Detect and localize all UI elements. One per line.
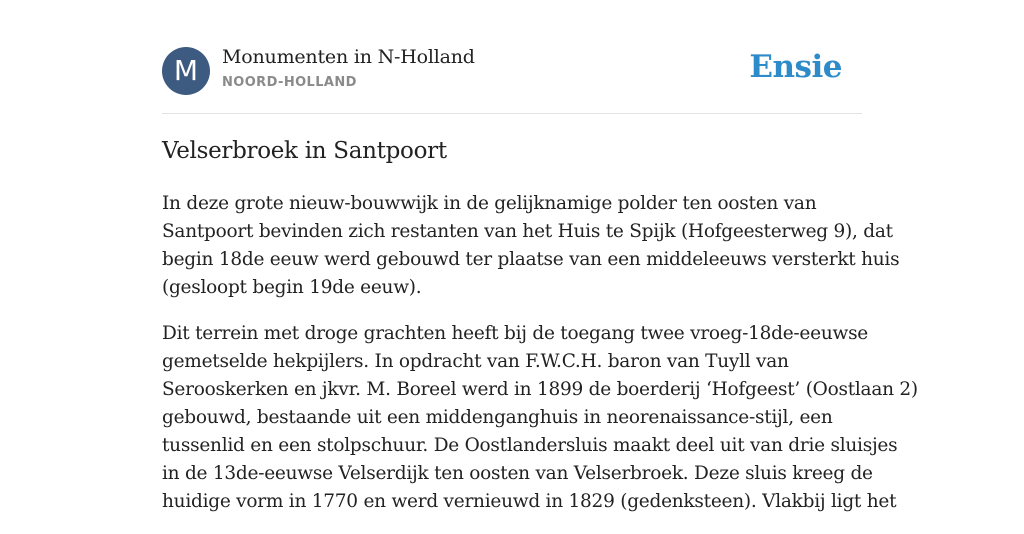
paragraph-1 [162, 190, 900, 302]
header-divider [162, 113, 862, 114]
publication-name[interactable]: Monumenten in N-Holland [222, 46, 475, 68]
text-line: Santpoort bevinden zich restanten van het Huis te Spijk (Hofgeesterweg 9), dat [162, 221, 893, 242]
text-line: begin 18de eeuw werd gebouwd ter plaatse van een middeleeuws versterkt huis [162, 249, 900, 270]
paragraph-2 [162, 320, 918, 516]
text-line: in de 13de-eeuwse Velserdijk ten oosten van Velserbroek. Deze sluis kreeg de [162, 463, 873, 484]
publication-region: NOORD-HOLLAND [222, 75, 357, 90]
article-header [162, 46, 862, 96]
text-line: In deze grote nieuw-bouwwijk in de gelijknamige polder ten oosten van [162, 193, 817, 214]
text-line: (gesloopt begin 19de eeuw). [162, 277, 422, 298]
text-line: Dit terrein met droge grachten heeft bij de toegang twee vroeg-18de-eeuwse [162, 323, 869, 344]
text-line: Serooskerken en jkvr. M. Boreel werd in 1899 de boerderij ‘Hofgeest’ (Oostlaan 2) [162, 379, 918, 400]
article-body [162, 190, 918, 534]
text-line: gemetselde hekpijlers. In opdracht van F.W.C.H. baron van Tuyll van [162, 351, 789, 372]
text-line: tussenlid en een stolpschuur. De Oostlandersluis maakt deel uit van drie sluisjes [162, 435, 898, 456]
article-title: Velserbroek in Santpoort [162, 138, 447, 164]
ensie-logo[interactable]: Ensie [749, 49, 842, 85]
text-line: gebouwd, bestaande uit een middenganghuis in neorenaissance-stijl, een [162, 407, 833, 428]
publication-avatar[interactable]: M [162, 47, 210, 95]
text-line: huidige vorm in 1770 en werd vernieuwd in 1829 (gedenksteen). Vlakbij ligt het [162, 491, 897, 512]
